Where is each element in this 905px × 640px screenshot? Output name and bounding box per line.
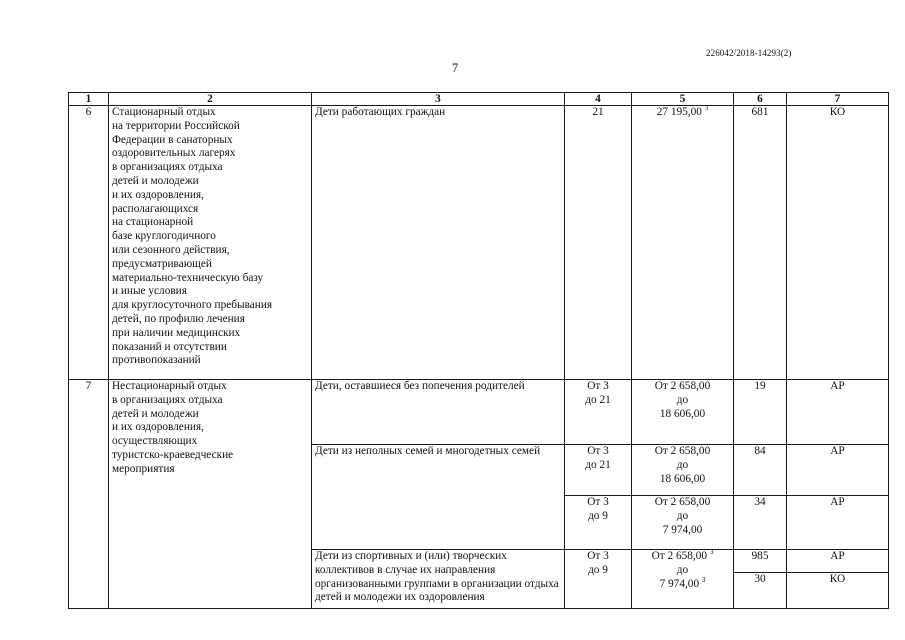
services-table [68, 92, 889, 609]
row-number: 7 [69, 380, 109, 609]
footnote-marker: 3 [704, 105, 709, 112]
voucher-cost: От 2 658,00 до 7 974,00 [632, 496, 734, 550]
stay-days: От 3 до 9 [565, 496, 632, 550]
voucher-count: 30 [734, 573, 787, 609]
table-row [69, 106, 889, 380]
row-number: 6 [69, 106, 109, 380]
column-header: 7 [787, 93, 889, 106]
column-header: 2 [109, 93, 312, 106]
table-row [69, 380, 889, 445]
column-header: 6 [734, 93, 787, 106]
voucher-cost: От 2 658,00 до 18 606,00 [632, 445, 734, 496]
cost-range-word: до [676, 563, 689, 576]
service-description: Нестационарный отдых в организациях отдыха детей и молодежи и их оздоровления, осуществляющих туристско-краеведческие мероприятия [109, 380, 312, 609]
voucher-cost: От 2 658,00 до 18 606,00 [632, 380, 734, 445]
child-category: Дети работающих граждан [312, 106, 565, 380]
voucher-count: 84 [734, 445, 787, 496]
voucher-count: 681 [734, 106, 787, 380]
cost-value: 27 195,00 [656, 106, 702, 118]
column-header: 5 [632, 93, 734, 106]
stay-days: От 3 до 21 [565, 445, 632, 496]
organization-code: КО [787, 573, 889, 609]
organization-code: АР [787, 496, 889, 550]
voucher-count: 985 [734, 550, 787, 573]
voucher-count: 34 [734, 496, 787, 550]
organization-code: КО [787, 106, 889, 380]
organization-code: АР [787, 445, 889, 496]
stay-days: От 3 до 21 [565, 380, 632, 445]
column-header: 1 [69, 93, 109, 106]
column-header: 4 [565, 93, 632, 106]
child-category: Дети, оставшиеся без попечения родителей [312, 380, 565, 445]
voucher-cost [632, 550, 734, 609]
cost-to: 7 974,00 [659, 577, 700, 590]
organization-code: АР [787, 380, 889, 445]
cost-from: От 2 658,00 [651, 550, 708, 562]
header-row [69, 93, 889, 106]
page-number: 7 [452, 61, 459, 75]
voucher-cost [632, 106, 734, 380]
stay-days: От 3 до 9 [565, 550, 632, 609]
service-description: Стационарный отдых на территории Российской Федерации в санаторных оздоровительных лагерях в организациях отдыха детей и молодежи и их оздоровления, располагающихся на стационарной базе круглогодичного или сезонного действия, предусматривающей материально-техническую базу и иные условия для круглосуточного пребывания детей, по профилю лечения при наличии медицинских показаний и отсутствии противопоказаний [109, 106, 312, 380]
footnote-marker: 3 [701, 575, 706, 584]
child-category: Дети из неполных семей и многодетных семей [312, 445, 565, 550]
document-code: 226042/2018-14293(2) [706, 48, 792, 58]
footnote-marker: 3 [709, 549, 714, 556]
voucher-count: 19 [734, 380, 787, 445]
stay-days: 21 [565, 106, 632, 380]
organization-code: АР [787, 550, 889, 573]
child-category: Дети из спортивных и (или) творческих коллективов в случае их направления организованными группами в организации отдыха детей и молодежи их оздоровления [312, 550, 565, 609]
column-header: 3 [312, 93, 565, 106]
